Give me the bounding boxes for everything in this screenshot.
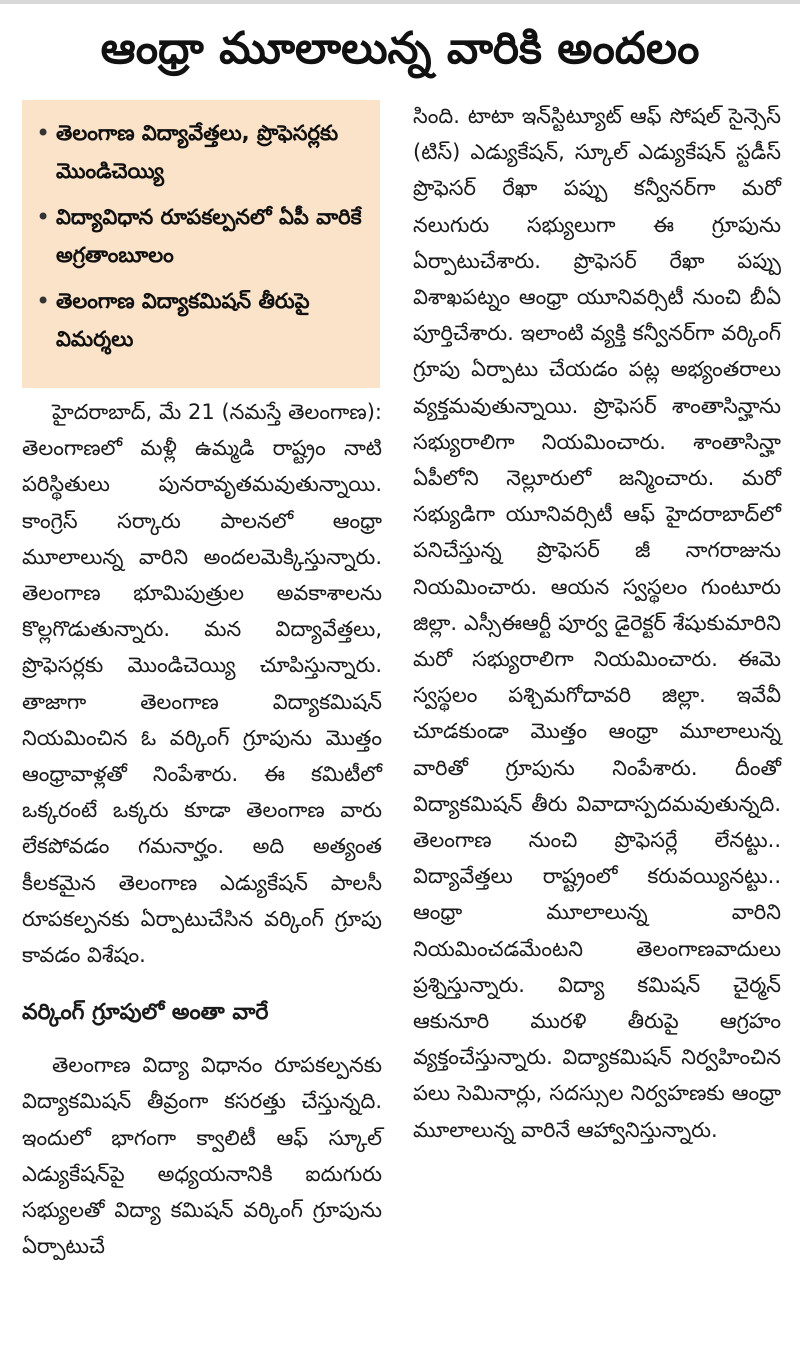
top-rule — [0, 0, 800, 4]
subheading: వర్కింగ్ గ్రూపులో అంతా వారే — [22, 1000, 269, 1026]
bullet-icon: • — [36, 203, 51, 231]
bullet-icon: • — [36, 287, 51, 315]
right-column — [413, 98, 781, 1148]
highlights-box — [22, 100, 380, 388]
left-column — [22, 394, 382, 1264]
article-paragraph: తెలంగాణ విద్యా విధానం రూపకల్పనకు విద్యాకమిషన్ తీవ్రంగా కసరత్తు చేస్తున్నది. ఇందులో భాగంగా క్వాలిటీ ఆఫ్ స్కూల్ ఎడ్యుకేషన్‌పై అధ్యయనానికి ఐదుగురు సభ్యులతో విద్యా కమిషన్ వర్కింగ్ గ్రూపును ఏర్పాటుచే — [22, 1053, 382, 1259]
highlight-text: తెలంగాణ విద్యాకమిషన్ తీరుపై విమర్శలు — [56, 289, 310, 351]
highlight-item — [36, 114, 370, 190]
bullet-icon: • — [36, 119, 51, 147]
article-paragraph: హైదరాబాద్, మే 21 (నమస్తే తెలంగాణ): తెలంగాణలో మళ్లీ ఉమ్మడి రాష్ట్రం నాటి పరిస్థితులు పునరావృతమవుతున్నాయి. కాంగ్రెస్ సర్కారు పాలనలో ఆంధ్రా మూలాలున్న వారిని అందలమెక్కిస్తున్నారు. తెలంగాణ భూమిపుత్రుల అవకాశాలను కొల్లగొడుతున్నారు. మన విద్యావేత్తలు, ప్రొఫెసర్లకు మొండిచెయ్యి చూపిస్తున్నారు. తాజాగా తెలంగాణ విద్యాకమిషన్ నియమించిన ఓ వర్కింగ్ గ్రూపును మొత్తం ఆంధ్రావాళ్లతో నింపేశారు. ఈ కమిటీలో ఒక్కరంటే ఒక్కరు కూడా తెలంగాణ వారు లేకపోవడం గమనార్హం. అది అత్యంత కీలకమైన తెలంగాణ ఎడ్యుకేషన్ పాలసీ రూపకల్పనకు ఏర్పాటుచేసిన వర్కింగ్ గ్రూపు కావడం విశేషం. — [22, 400, 382, 968]
article-paragraph: సింది. టాటా ఇన్‌స్టిట్యూట్ ఆఫ్ సోషల్ సైన్సెస్ (టిస్) ఎడ్యుకేషన్, స్కూల్ ఎడ్యుకేషన్ స్టడీస్ ప్రొఫెసర్ రేఖా పప్పు కన్వీనర్‌గా మరో నలుగురు సభ్యులుగా ఈ గ్రూపును ఏర్పాటుచేశారు. ప్రొఫెసర్ రేఖా పప్పు విశాఖపట్నం ఆంధ్రా యూనివర్సిటీ నుంచి బీఏ పూర్తిచేశారు. ఇలాంటి వ్యక్తి కన్వీనర్‌గా వర్కింగ్ గ్రూపు ఏర్పాటు చేయడం పట్ల అభ్యంతరాలు వ్యక్తమవుతున్నాయి. ప్రొఫెసర్ శాంతాసిన్హాను సభ్యురాలిగా నియమించారు. శాంతాసిన్హా ఏపీలోని నెల్లూరులో జన్మించారు. మరో సభ్యుడిగా యూనివర్సిటీ ఆఫ్ హైదరాబాద్‌లో పనిచేస్తున్న ప్రొఫెసర్ జీ నాగరాజును నియమించారు. ఆయన స్వస్థలం గుంటూరు జిల్లా. ఎస్సీఈఆర్టీ పూర్వ డైరెక్టర్ శేషుకుమారిని మరో సభ్యురాలిగా నియమించారు. ఈమె స్వస్థలం పశ్చిమగోదావరి జిల్లా. ఇవేవీ చూడకుండా మొత్తం ఆంధ్రా మూలాలున్న వారితో గ్రూపును నింపేశారు. దీంతో విద్యాకమిషన్ తీరు వివాదాస్పదమవుతున్నది. తెలంగాణ నుంచి ప్రొఫెసర్లే లేనట్టు.. విద్యావేత్తలు రాష్ట్రంలో కరువయ్యినట్టు.. ఆంధ్రా మూలాలున్న వారిని నియమించడమేంటని తెలంగాణవాదులు ప్రశ్నిస్తున్నారు. విద్యా కమిషన్ చైర్మన్ ఆకునూరి మురళి తీరుపై ఆగ్రహం వ్యక్తంచేస్తున్నారు. విద్యాకమిషన్ నిర్వహించిన పలు సెమినార్లు, సదస్సుల నిర్వహణకు ఆంధ్రా మూలాలున్న వారినే ఆహ్వానిస్తున్నారు. — [413, 104, 781, 1142]
highlight-item — [36, 198, 370, 274]
headline: ఆంధ్రా మూలాలున్న వారికి అందలం — [100, 23, 700, 74]
highlight-text: తెలంగాణ విద్యావేత్తలు, ప్రొఫెసర్లకు మొండిచెయ్యి — [56, 121, 339, 183]
highlight-item — [36, 282, 370, 358]
highlight-text: విద్యావిధాన రూపకల్పనలో ఏపీ వారికే అగ్రతాంబూలం — [56, 205, 362, 267]
